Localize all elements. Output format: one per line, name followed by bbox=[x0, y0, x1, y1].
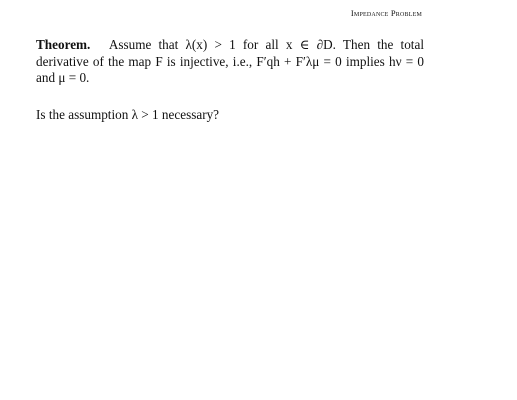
theorem-statement: Assume that λ(x) > 1 for all x ∈ ∂D. Then the total derivative of the map F is injective, i.e., F′qh + F′λμ = 0 implies hν = 0 and μ = 0. bbox=[36, 37, 424, 86]
theorem-label: Theorem. bbox=[36, 37, 91, 52]
slide-content bbox=[36, 37, 424, 123]
theorem-paragraph bbox=[36, 37, 424, 87]
running-header: Impedance Problem bbox=[350, 8, 422, 18]
question-text: Is the assumption λ > 1 necessary? bbox=[36, 106, 220, 122]
